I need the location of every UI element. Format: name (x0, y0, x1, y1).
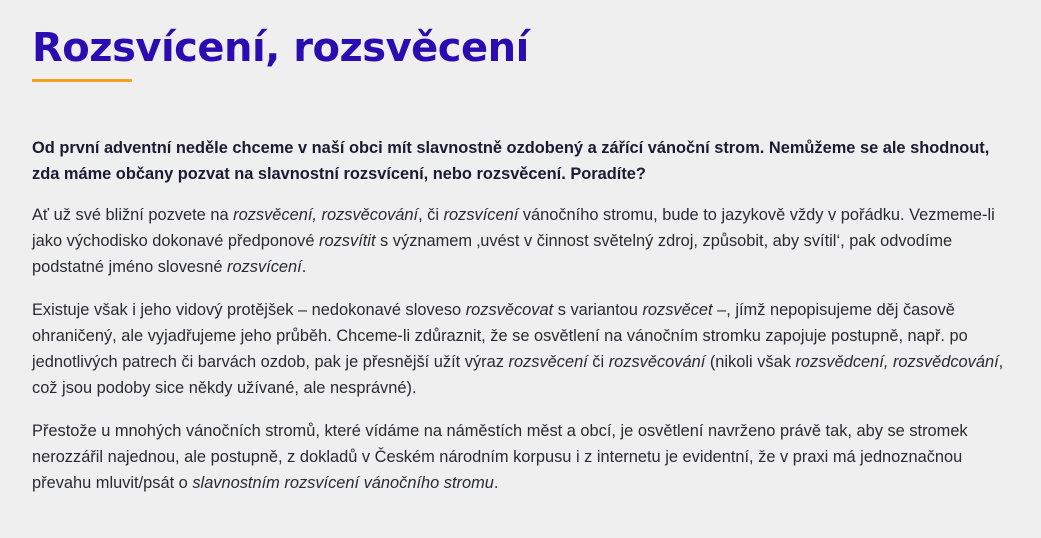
text: s významem ‚uvést v činnost světelný zdroj, způsobit, aby svítil‘, pak odvodíme podstatné jméno slovesné (32, 232, 953, 276)
term: rozsvícení (443, 206, 519, 224)
text: Ať už své bližní pozvete na (32, 206, 234, 224)
text: . (301, 258, 307, 276)
answer-paragraph-1 (32, 202, 1021, 280)
text: , či (418, 206, 444, 224)
term: rozsvěcovat (465, 301, 554, 319)
text: Existuje však i jeho vidový protějšek – nedokonavé sloveso (32, 301, 466, 319)
text: , což jsou podoby sice někdy užívané, ale nesprávné). (32, 353, 1004, 397)
page-title: Rozsvícení, rozsvěcení (32, 25, 529, 71)
term: rozsvěcování (608, 353, 706, 371)
text: či (587, 353, 609, 371)
term: rozsvěcení, rozsvěcování (233, 206, 419, 224)
text: . (493, 474, 499, 492)
term: rozsvítit (319, 232, 376, 250)
title-underline (32, 79, 132, 82)
text: (nikoli však (705, 353, 796, 371)
term: rozsvědcení, rozsvědcování (795, 353, 999, 371)
question-lead: Od první adventní neděle chceme v naší obci mít slavnostně ozdobený a zářící vánoční strom. Nemůžeme se ale shodnout, zda máme občany pozvat na slavnostní rozsvícení, nebo rozsvěcení. Poradíte? (32, 139, 990, 183)
term: slavnostním rozsvícení vánočního stromu (192, 474, 494, 492)
text: Přestože u mnohých vánočních stromů, které vídáme na náměstích měst a obcí, je osvětlení navrženo právě tak, aby se stromek nerozzářil najednou, ale postupně, z dokladů v Českém národním korpusu i z internetu je evidentní, že v praxi má jednoznačnou převahu mluvit/psát o (32, 422, 968, 492)
text: –, jímž nepopisujeme děj časově ohraničený, ale vyjadřujeme jeho průběh. Chceme-li zdůraznit, že se osvětlení na vánočním stromku zapojuje postupně, např. po jednotlivých patrech či barvách ozdob, pak je přesnější užít výraz (32, 301, 968, 371)
term: rozsvícení (227, 258, 302, 276)
answer-paragraph-2 (32, 297, 1021, 401)
term: rozsvěcení (508, 353, 588, 371)
text: vánočního stromu, bude to jazykově vždy v pořádku. Vezmeme-li jako východisko dokonavé předponové (32, 206, 995, 250)
answer-paragraph-3 (32, 418, 1021, 496)
term: rozsvěcet (642, 301, 713, 319)
text: s variantou (553, 301, 643, 319)
